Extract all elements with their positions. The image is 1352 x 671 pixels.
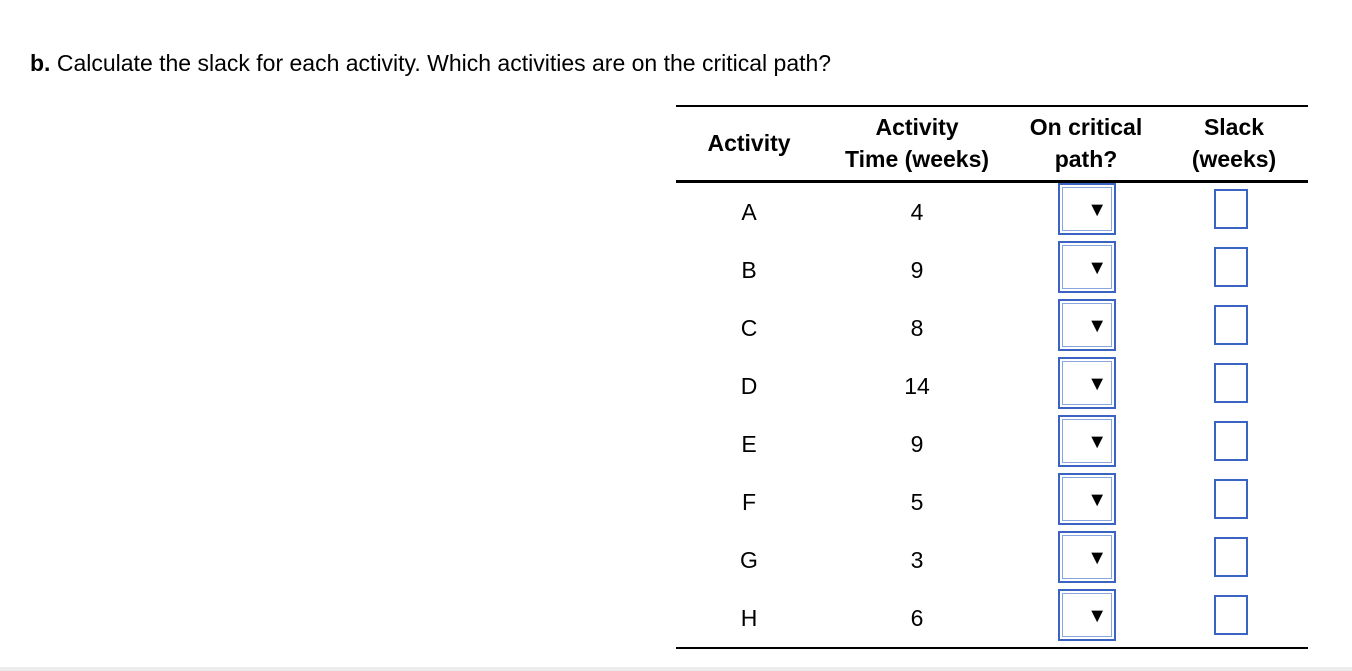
activity-time-cell: 3: [910, 546, 924, 573]
critical-path-dropdown[interactable]: [1058, 473, 1116, 525]
activity-cell: G: [740, 546, 758, 573]
critical-path-cell: [1012, 241, 1160, 299]
triangle-down-icon: ▼: [1087, 431, 1107, 453]
critical-path-dropdown[interactable]: [1058, 241, 1116, 293]
header-activity: Activity: [707, 130, 791, 156]
slack-input[interactable]: [1214, 537, 1248, 577]
activity-cell: H: [740, 604, 758, 631]
bottom-divider: [0, 667, 1352, 671]
critical-path-dropdown[interactable]: [1058, 589, 1116, 641]
activity-time-cell: 4: [910, 198, 924, 225]
table-header-row: [676, 106, 1308, 182]
slack-input[interactable]: [1214, 189, 1248, 229]
slack-input[interactable]: [1214, 247, 1248, 287]
critical-path-dropdown[interactable]: [1058, 531, 1116, 583]
triangle-down-icon: ▼: [1087, 547, 1107, 569]
activity-time-cell: 6: [910, 604, 924, 631]
triangle-down-icon: ▼: [1087, 257, 1107, 279]
critical-path-cell: [1012, 357, 1160, 415]
triangle-down-icon: ▼: [1087, 373, 1107, 395]
slack-cell: [1160, 589, 1308, 648]
critical-path-dropdown[interactable]: [1058, 183, 1116, 235]
slack-input[interactable]: [1214, 363, 1248, 403]
critical-path-cell: [1012, 415, 1160, 473]
header-on-critical-path: On critical path?: [1029, 114, 1143, 172]
slack-cell: [1160, 531, 1308, 589]
activity-table: [676, 105, 1308, 649]
slack-cell: [1160, 299, 1308, 357]
critical-path-cell: [1012, 182, 1160, 242]
activity-cell: D: [740, 372, 758, 399]
activity-time-cell: 9: [910, 256, 924, 283]
question-prompt: Calculate the slack for each activity. Which activities are on the critical path?: [56, 50, 832, 76]
triangle-down-icon: ▼: [1087, 605, 1107, 627]
critical-path-dropdown[interactable]: [1058, 415, 1116, 467]
critical-path-dropdown[interactable]: [1058, 299, 1116, 351]
activity-cell: E: [741, 430, 757, 457]
activity-time-cell: 8: [910, 314, 924, 341]
activity-cell: F: [741, 488, 757, 515]
slack-input[interactable]: [1214, 421, 1248, 461]
activity-cell: B: [741, 256, 757, 283]
table-row: [676, 589, 1308, 648]
critical-path-cell: [1012, 299, 1160, 357]
slack-input[interactable]: [1214, 595, 1248, 635]
table-row: [676, 182, 1308, 242]
slack-cell: [1160, 241, 1308, 299]
table-row: [676, 473, 1308, 531]
slack-cell: [1160, 415, 1308, 473]
triangle-down-icon: ▼: [1087, 199, 1107, 221]
table-row: [676, 299, 1308, 357]
table-row: [676, 241, 1308, 299]
critical-path-dropdown[interactable]: [1058, 357, 1116, 409]
triangle-down-icon: ▼: [1087, 315, 1107, 337]
activity-time-cell: 14: [904, 372, 930, 399]
triangle-down-icon: ▼: [1087, 489, 1107, 511]
slack-cell: [1160, 357, 1308, 415]
activity-cell: A: [741, 198, 757, 225]
critical-path-cell: [1012, 589, 1160, 648]
table-row: [676, 415, 1308, 473]
activity-time-cell: 5: [910, 488, 924, 515]
slack-input[interactable]: [1214, 305, 1248, 345]
critical-path-cell: [1012, 531, 1160, 589]
activity-time-cell: 9: [910, 430, 924, 457]
activity-cell: C: [740, 314, 758, 341]
header-activity-time: Activity Time (weeks): [844, 114, 990, 172]
critical-path-cell: [1012, 473, 1160, 531]
question-text: [30, 48, 831, 78]
question-part-label: b.: [30, 50, 51, 76]
slack-cell: [1160, 182, 1308, 242]
table-row: [676, 531, 1308, 589]
slack-cell: [1160, 473, 1308, 531]
table-row: [676, 357, 1308, 415]
header-slack: Slack (weeks): [1191, 114, 1277, 172]
slack-input[interactable]: [1214, 479, 1248, 519]
